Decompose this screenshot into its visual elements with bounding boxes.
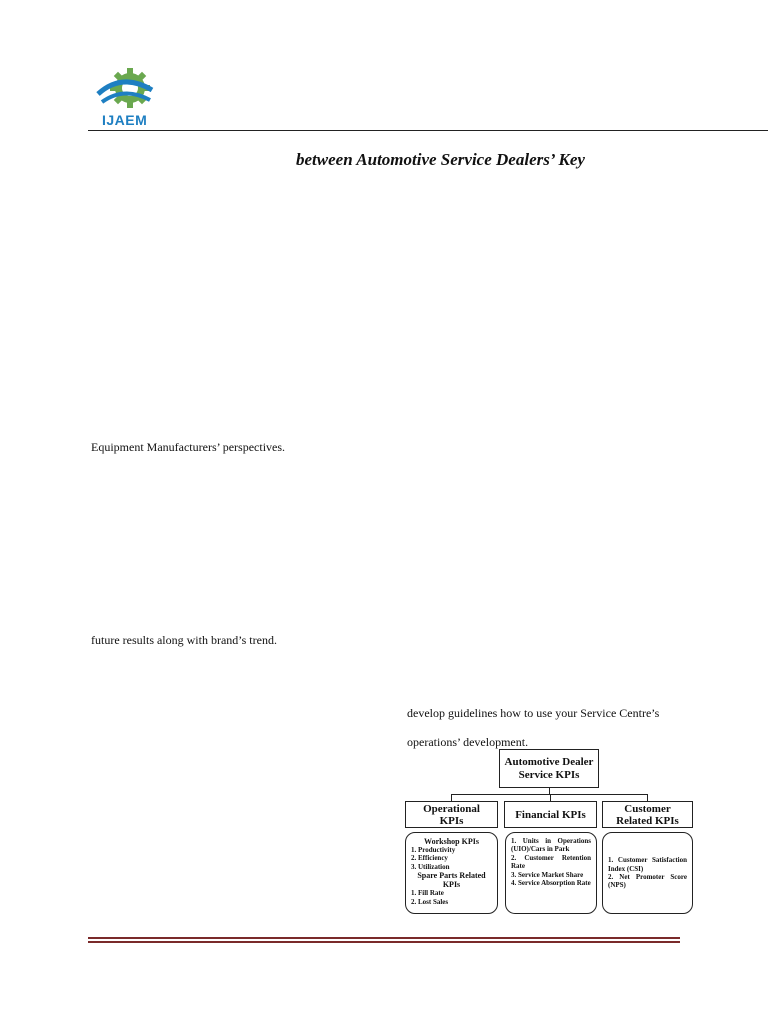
list-item: 2. Customer Retention Rate (511, 853, 591, 871)
diagram-root-box (499, 749, 599, 788)
list-item: 2. Lost Sales (411, 897, 449, 906)
category-operational-box (405, 801, 498, 828)
list-item: 1. Fill Rate (411, 889, 444, 898)
connector-customer (647, 794, 648, 801)
paragraph-line: future results along with brand’s trend. (91, 633, 277, 647)
paragraph-line: Equipment Manufacturers’ perspectives. (91, 440, 286, 454)
connector-horizontal (451, 794, 647, 795)
list-item: 3. Utilization (411, 862, 450, 871)
list-item: 3. Service Market Share (511, 870, 584, 879)
list-item: 1. Units in Operations (UIO)/Cars in Park (511, 837, 591, 854)
journal-logo (92, 64, 162, 130)
list-item: 2. Net Promoter Score (NPS) (608, 873, 687, 890)
section-title: between Automotive Service Dealers’ Key (296, 150, 585, 169)
operational-label-line2: KPIs (439, 814, 464, 827)
footer-rule (88, 937, 680, 939)
spare-parts-heading-kpis: KPIs (442, 880, 461, 890)
connector-financial (550, 794, 551, 801)
gear-icon (92, 64, 162, 114)
operational-kpi-list (405, 832, 498, 914)
logo-text: IJAEM (102, 112, 148, 128)
list-item: 1. Productivity (411, 846, 456, 854)
paragraph-line: operations’ development. (407, 735, 529, 749)
list-item: 4. Service Absorption Rate (511, 879, 591, 888)
footer-rule (88, 941, 680, 943)
customer-label-line1: Customer (624, 802, 671, 815)
connector-operational (451, 794, 452, 801)
customer-kpi-list (602, 832, 693, 914)
header-rule (88, 130, 768, 131)
financial-label: Financial KPIs (515, 808, 586, 821)
paragraph-line: develop guidelines how to use your Service Centre’s (407, 706, 660, 720)
category-financial-box (504, 801, 597, 828)
spare-parts-heading: Spare Parts Related (417, 871, 486, 881)
list-item: 2. Efficiency (411, 854, 448, 863)
customer-label-line2: Related KPIs (616, 814, 679, 827)
workshop-kpis-heading: Workshop KPIs (424, 837, 479, 846)
operational-label-line1: Operational (423, 802, 480, 815)
financial-kpi-list (505, 832, 597, 914)
root-label-line2: Service KPIs (518, 768, 580, 781)
list-item: 1. Customer Satisfaction Index (CSI) (608, 856, 687, 873)
category-customer-box (602, 801, 693, 828)
root-label-line1: Automotive Dealer (504, 755, 594, 768)
